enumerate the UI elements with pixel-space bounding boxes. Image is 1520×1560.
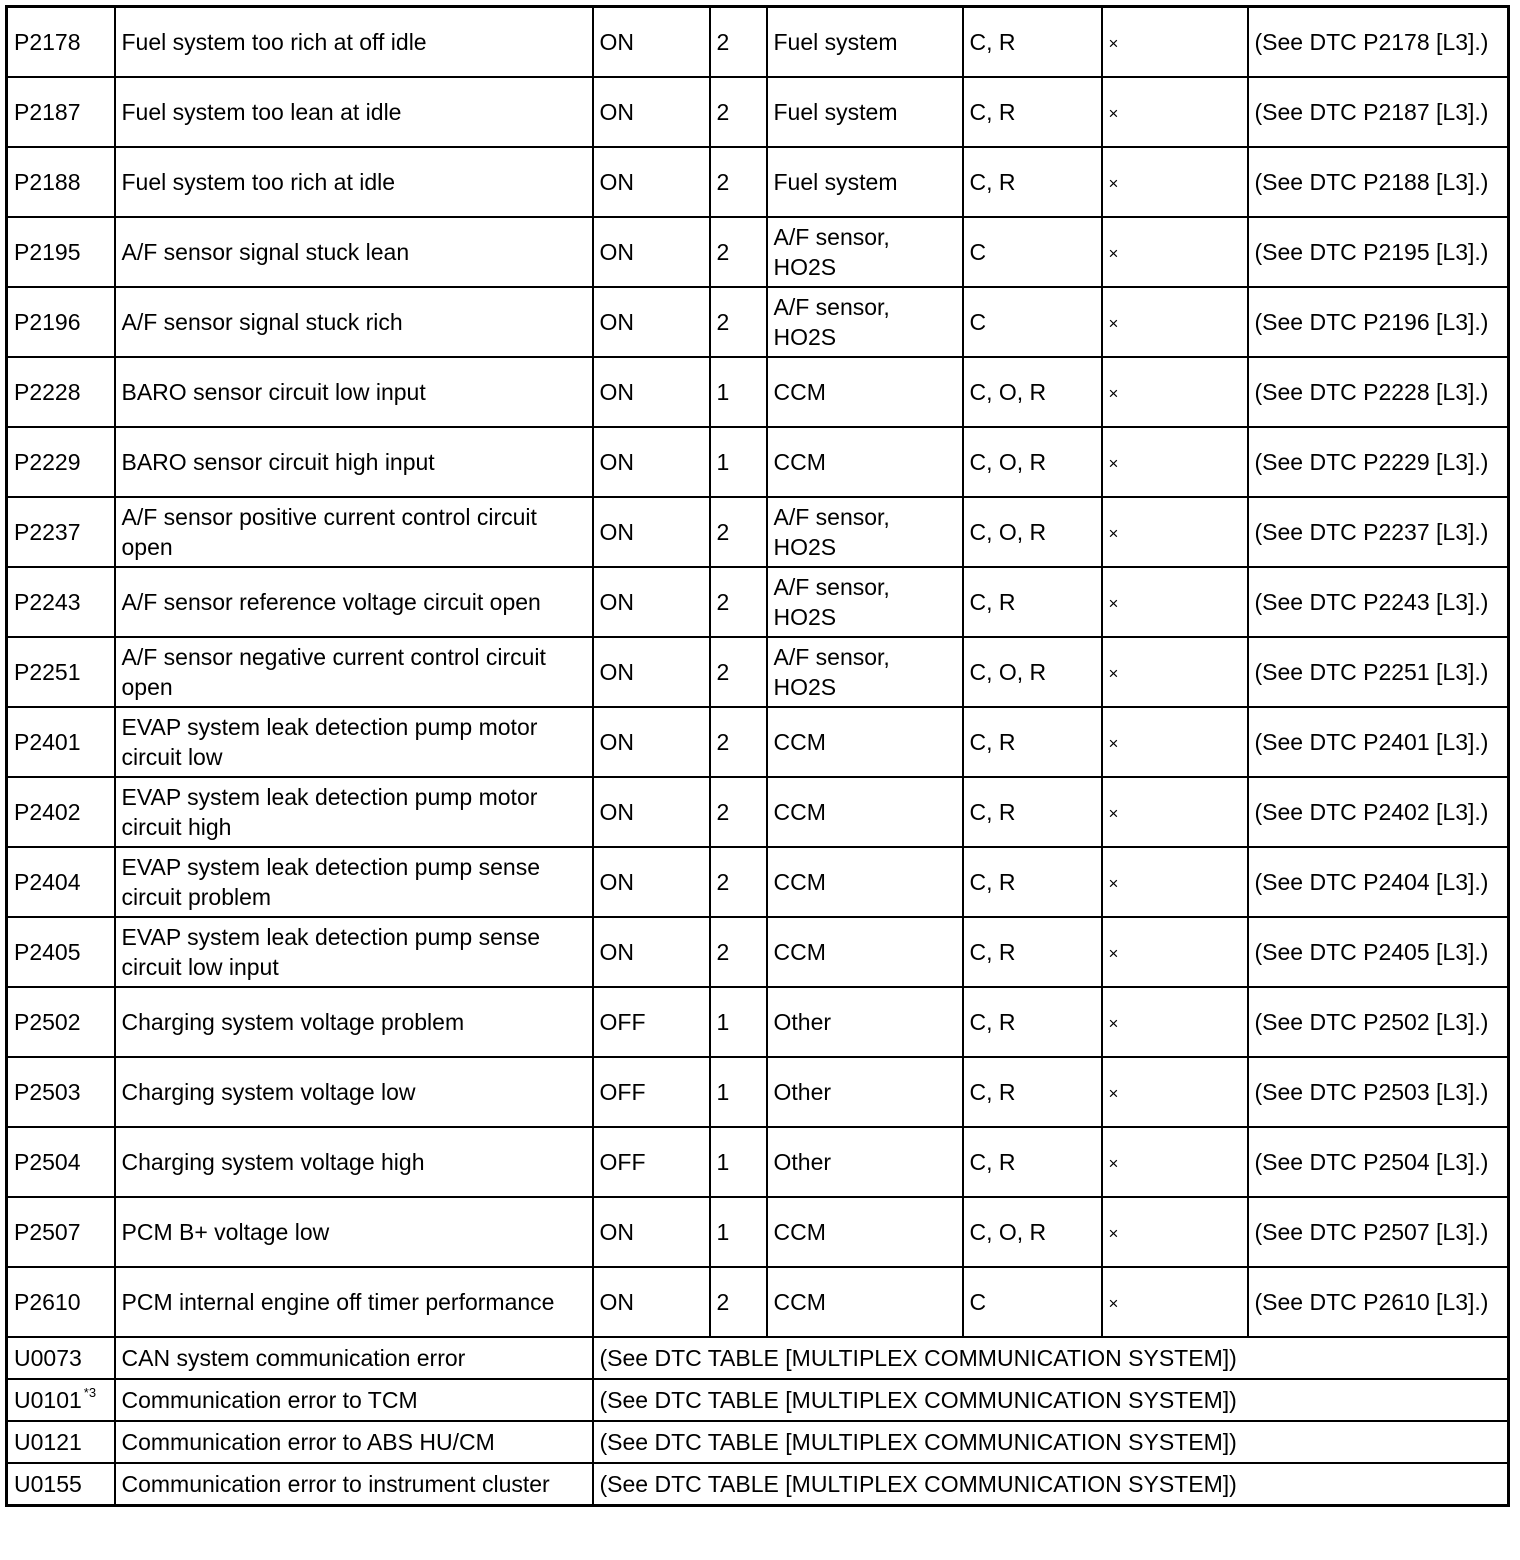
dtc-code-cell: P2502 bbox=[7, 987, 115, 1057]
dtc-description-cell: Fuel system too rich at off idle bbox=[115, 7, 593, 78]
reference-cell: (See DTC P2610 [L3].) bbox=[1248, 1267, 1509, 1337]
dtc-description-cell: Communication error to TCM bbox=[115, 1379, 593, 1421]
mil-status-cell: ON bbox=[593, 217, 710, 287]
monitor-item-cell: CCM bbox=[767, 917, 963, 987]
dtc-code-cell: P2195 bbox=[7, 217, 115, 287]
trip-count-cell: 2 bbox=[710, 637, 767, 707]
table-row bbox=[7, 1267, 1509, 1337]
monitor-item-cell: Fuel system bbox=[767, 7, 963, 78]
mil-status-cell: ON bbox=[593, 427, 710, 497]
self-test-type-cell: C, O, R bbox=[963, 1197, 1102, 1267]
trip-count-cell: 2 bbox=[710, 77, 767, 147]
mil-status-cell: ON bbox=[593, 497, 710, 567]
cross-mark: × bbox=[1108, 873, 1119, 893]
memory-function-cell bbox=[1102, 1267, 1248, 1337]
reference-cell: (See DTC P2237 [L3].) bbox=[1248, 497, 1509, 567]
memory-function-cell bbox=[1102, 707, 1248, 777]
table-row bbox=[7, 1463, 1509, 1506]
cross-mark: × bbox=[1108, 943, 1119, 963]
mil-status-cell: ON bbox=[593, 637, 710, 707]
monitor-item-cell: Fuel system bbox=[767, 147, 963, 217]
self-test-type-cell: C, R bbox=[963, 707, 1102, 777]
mil-status-cell: ON bbox=[593, 357, 710, 427]
memory-function-cell bbox=[1102, 77, 1248, 147]
monitor-item-cell: CCM bbox=[767, 847, 963, 917]
dtc-code-cell bbox=[7, 1337, 115, 1379]
self-test-type-cell: C bbox=[963, 1267, 1102, 1337]
cross-mark: × bbox=[1108, 1013, 1119, 1033]
dtc-table bbox=[5, 5, 1510, 1507]
dtc-description-cell: A/F sensor positive current control circuit open bbox=[115, 497, 593, 567]
reference-cell: (See DTC P2404 [L3].) bbox=[1248, 847, 1509, 917]
memory-function-cell bbox=[1102, 427, 1248, 497]
reference-cell: (See DTC P2251 [L3].) bbox=[1248, 637, 1509, 707]
mil-status-cell: ON bbox=[593, 777, 710, 847]
memory-function-cell bbox=[1102, 1197, 1248, 1267]
memory-function-cell bbox=[1102, 7, 1248, 78]
self-test-type-cell: C, R bbox=[963, 917, 1102, 987]
cross-mark: × bbox=[1108, 803, 1119, 823]
trip-count-cell: 2 bbox=[710, 847, 767, 917]
monitor-item-cell: A/F sensor, HO2S bbox=[767, 497, 963, 567]
cross-mark: × bbox=[1108, 1153, 1119, 1173]
monitor-item-cell: Other bbox=[767, 1127, 963, 1197]
table-row bbox=[7, 987, 1509, 1057]
self-test-type-cell: C, R bbox=[963, 1127, 1102, 1197]
dtc-description-cell: BARO sensor circuit high input bbox=[115, 427, 593, 497]
reference-cell: (See DTC TABLE [MULTIPLEX COMMUNICATION SYSTEM]) bbox=[593, 1337, 1509, 1379]
memory-function-cell bbox=[1102, 357, 1248, 427]
dtc-code: U0073 bbox=[14, 1345, 82, 1371]
cross-mark: × bbox=[1108, 173, 1119, 193]
mil-status-cell: ON bbox=[593, 287, 710, 357]
table-row bbox=[7, 567, 1509, 637]
dtc-code-cell: P2243 bbox=[7, 567, 115, 637]
dtc-description-cell: PCM B+ voltage low bbox=[115, 1197, 593, 1267]
monitor-item-cell: A/F sensor, HO2S bbox=[767, 637, 963, 707]
reference-cell: (See DTC P2243 [L3].) bbox=[1248, 567, 1509, 637]
self-test-type-cell: C, R bbox=[963, 77, 1102, 147]
trip-count-cell: 2 bbox=[710, 287, 767, 357]
dtc-code-cell: P2504 bbox=[7, 1127, 115, 1197]
dtc-description-cell: EVAP system leak detection pump sense circuit low input bbox=[115, 917, 593, 987]
trip-count-cell: 2 bbox=[710, 7, 767, 78]
table-row bbox=[7, 497, 1509, 567]
memory-function-cell bbox=[1102, 497, 1248, 567]
monitor-item-cell: Other bbox=[767, 1057, 963, 1127]
table-row bbox=[7, 847, 1509, 917]
dtc-description-cell: Communication error to instrument cluster bbox=[115, 1463, 593, 1506]
dtc-code-cell: P2610 bbox=[7, 1267, 115, 1337]
monitor-item-cell: A/F sensor, HO2S bbox=[767, 217, 963, 287]
table-row bbox=[7, 1337, 1509, 1379]
self-test-type-cell: C, R bbox=[963, 7, 1102, 78]
memory-function-cell bbox=[1102, 567, 1248, 637]
reference-cell: (See DTC P2507 [L3].) bbox=[1248, 1197, 1509, 1267]
memory-function-cell bbox=[1102, 987, 1248, 1057]
self-test-type-cell: C, O, R bbox=[963, 637, 1102, 707]
reference-cell: (See DTC P2502 [L3].) bbox=[1248, 987, 1509, 1057]
memory-function-cell bbox=[1102, 287, 1248, 357]
table-row bbox=[7, 1057, 1509, 1127]
mil-status-cell: ON bbox=[593, 7, 710, 78]
trip-count-cell: 2 bbox=[710, 917, 767, 987]
table-row bbox=[7, 1379, 1509, 1421]
cross-mark: × bbox=[1108, 1293, 1119, 1313]
table-row bbox=[7, 287, 1509, 357]
mil-status-cell: ON bbox=[593, 847, 710, 917]
cross-mark: × bbox=[1108, 593, 1119, 613]
dtc-description-cell: Fuel system too rich at idle bbox=[115, 147, 593, 217]
memory-function-cell bbox=[1102, 637, 1248, 707]
table-row bbox=[7, 427, 1509, 497]
dtc-code-cell: P2187 bbox=[7, 77, 115, 147]
dtc-description-cell: EVAP system leak detection pump sense circuit problem bbox=[115, 847, 593, 917]
table-row bbox=[7, 1127, 1509, 1197]
reference-cell: (See DTC P2178 [L3].) bbox=[1248, 7, 1509, 78]
dtc-code-cell: P2229 bbox=[7, 427, 115, 497]
trip-count-cell: 2 bbox=[710, 1267, 767, 1337]
mil-status-cell: ON bbox=[593, 1197, 710, 1267]
memory-function-cell bbox=[1102, 847, 1248, 917]
trip-count-cell: 2 bbox=[710, 707, 767, 777]
dtc-code-cell: P2237 bbox=[7, 497, 115, 567]
table-row bbox=[7, 7, 1509, 78]
cross-mark: × bbox=[1108, 103, 1119, 123]
dtc-description-cell: Charging system voltage low bbox=[115, 1057, 593, 1127]
reference-cell: (See DTC P2229 [L3].) bbox=[1248, 427, 1509, 497]
table-row bbox=[7, 917, 1509, 987]
self-test-type-cell: C, R bbox=[963, 847, 1102, 917]
dtc-table-body bbox=[7, 7, 1509, 1506]
dtc-code: U0101 bbox=[14, 1387, 82, 1413]
reference-cell: (See DTC P2188 [L3].) bbox=[1248, 147, 1509, 217]
monitor-item-cell: Fuel system bbox=[767, 77, 963, 147]
monitor-item-cell: CCM bbox=[767, 1197, 963, 1267]
table-row bbox=[7, 637, 1509, 707]
dtc-code-cell: P2196 bbox=[7, 287, 115, 357]
dtc-code-cell: P2228 bbox=[7, 357, 115, 427]
reference-cell: (See DTC P2228 [L3].) bbox=[1248, 357, 1509, 427]
dtc-code-cell: P2405 bbox=[7, 917, 115, 987]
self-test-type-cell: C, R bbox=[963, 1057, 1102, 1127]
reference-cell: (See DTC TABLE [MULTIPLEX COMMUNICATION SYSTEM]) bbox=[593, 1463, 1509, 1506]
memory-function-cell bbox=[1102, 1057, 1248, 1127]
mil-status-cell: ON bbox=[593, 1267, 710, 1337]
dtc-code-cell: P2507 bbox=[7, 1197, 115, 1267]
self-test-type-cell: C, O, R bbox=[963, 357, 1102, 427]
mil-status-cell: ON bbox=[593, 77, 710, 147]
memory-function-cell bbox=[1102, 147, 1248, 217]
dtc-code-cell: P2178 bbox=[7, 7, 115, 78]
dtc-code-cell: P2503 bbox=[7, 1057, 115, 1127]
dtc-code-cell: P2402 bbox=[7, 777, 115, 847]
trip-count-cell: 1 bbox=[710, 427, 767, 497]
dtc-code-cell bbox=[7, 1379, 115, 1421]
dtc-description-cell: Communication error to ABS HU/CM bbox=[115, 1421, 593, 1463]
trip-count-cell: 2 bbox=[710, 777, 767, 847]
trip-count-cell: 1 bbox=[710, 1197, 767, 1267]
cross-mark: × bbox=[1108, 383, 1119, 403]
self-test-type-cell: C, R bbox=[963, 567, 1102, 637]
table-row bbox=[7, 217, 1509, 287]
dtc-code-cell: P2251 bbox=[7, 637, 115, 707]
dtc-description-cell: PCM internal engine off timer performance bbox=[115, 1267, 593, 1337]
dtc-description-cell: Charging system voltage high bbox=[115, 1127, 593, 1197]
table-row bbox=[7, 707, 1509, 777]
reference-cell: (See DTC P2405 [L3].) bbox=[1248, 917, 1509, 987]
table-row bbox=[7, 357, 1509, 427]
cross-mark: × bbox=[1108, 663, 1119, 683]
monitor-item-cell: A/F sensor, HO2S bbox=[767, 567, 963, 637]
dtc-description-cell: A/F sensor negative current control circuit open bbox=[115, 637, 593, 707]
reference-cell: (See DTC P2195 [L3].) bbox=[1248, 217, 1509, 287]
trip-count-cell: 1 bbox=[710, 1057, 767, 1127]
dtc-code-cell bbox=[7, 1463, 115, 1506]
reference-cell: (See DTC P2504 [L3].) bbox=[1248, 1127, 1509, 1197]
memory-function-cell bbox=[1102, 917, 1248, 987]
trip-count-cell: 1 bbox=[710, 357, 767, 427]
dtc-description-cell: EVAP system leak detection pump motor circuit high bbox=[115, 777, 593, 847]
dtc-description-cell: A/F sensor signal stuck lean bbox=[115, 217, 593, 287]
dtc-description-cell: Charging system voltage problem bbox=[115, 987, 593, 1057]
cross-mark: × bbox=[1108, 1223, 1119, 1243]
cross-mark: × bbox=[1108, 523, 1119, 543]
trip-count-cell: 2 bbox=[710, 147, 767, 217]
self-test-type-cell: C, R bbox=[963, 147, 1102, 217]
mil-status-cell: ON bbox=[593, 917, 710, 987]
table-row bbox=[7, 147, 1509, 217]
dtc-description-cell: EVAP system leak detection pump motor circuit low bbox=[115, 707, 593, 777]
dtc-code-cell bbox=[7, 1421, 115, 1463]
mil-status-cell: OFF bbox=[593, 1057, 710, 1127]
dtc-description-cell: BARO sensor circuit low input bbox=[115, 357, 593, 427]
trip-count-cell: 1 bbox=[710, 987, 767, 1057]
monitor-item-cell: CCM bbox=[767, 777, 963, 847]
table-row bbox=[7, 77, 1509, 147]
monitor-item-cell: CCM bbox=[767, 357, 963, 427]
trip-count-cell: 2 bbox=[710, 567, 767, 637]
monitor-item-cell: Other bbox=[767, 987, 963, 1057]
memory-function-cell bbox=[1102, 217, 1248, 287]
cross-mark: × bbox=[1108, 243, 1119, 263]
reference-cell: (See DTC P2402 [L3].) bbox=[1248, 777, 1509, 847]
trip-count-cell: 2 bbox=[710, 497, 767, 567]
footnote-marker: *3 bbox=[83, 1385, 97, 1401]
reference-cell: (See DTC P2503 [L3].) bbox=[1248, 1057, 1509, 1127]
self-test-type-cell: C bbox=[963, 287, 1102, 357]
cross-mark: × bbox=[1108, 733, 1119, 753]
dtc-description-cell: CAN system communication error bbox=[115, 1337, 593, 1379]
trip-count-cell: 2 bbox=[710, 217, 767, 287]
dtc-description-cell: A/F sensor signal stuck rich bbox=[115, 287, 593, 357]
dtc-code-cell: P2404 bbox=[7, 847, 115, 917]
self-test-type-cell: C, O, R bbox=[963, 427, 1102, 497]
dtc-code-cell: P2188 bbox=[7, 147, 115, 217]
dtc-code: U0121 bbox=[14, 1429, 82, 1455]
cross-mark: × bbox=[1108, 453, 1119, 473]
memory-function-cell bbox=[1102, 777, 1248, 847]
mil-status-cell: ON bbox=[593, 707, 710, 777]
dtc-code: U0155 bbox=[14, 1471, 82, 1497]
self-test-type-cell: C, R bbox=[963, 777, 1102, 847]
table-row bbox=[7, 777, 1509, 847]
dtc-description-cell: A/F sensor reference voltage circuit open bbox=[115, 567, 593, 637]
reference-cell: (See DTC P2187 [L3].) bbox=[1248, 77, 1509, 147]
table-row bbox=[7, 1421, 1509, 1463]
monitor-item-cell: A/F sensor, HO2S bbox=[767, 287, 963, 357]
reference-cell: (See DTC P2401 [L3].) bbox=[1248, 707, 1509, 777]
cross-mark: × bbox=[1108, 33, 1119, 53]
reference-cell: (See DTC TABLE [MULTIPLEX COMMUNICATION SYSTEM]) bbox=[593, 1379, 1509, 1421]
dtc-description-cell: Fuel system too lean at idle bbox=[115, 77, 593, 147]
monitor-item-cell: CCM bbox=[767, 427, 963, 497]
reference-cell: (See DTC P2196 [L3].) bbox=[1248, 287, 1509, 357]
cross-mark: × bbox=[1108, 313, 1119, 333]
self-test-type-cell: C, R bbox=[963, 987, 1102, 1057]
memory-function-cell bbox=[1102, 1127, 1248, 1197]
reference-cell: (See DTC TABLE [MULTIPLEX COMMUNICATION SYSTEM]) bbox=[593, 1421, 1509, 1463]
cross-mark: × bbox=[1108, 1083, 1119, 1103]
trip-count-cell: 1 bbox=[710, 1127, 767, 1197]
monitor-item-cell: CCM bbox=[767, 707, 963, 777]
self-test-type-cell: C, O, R bbox=[963, 497, 1102, 567]
self-test-type-cell: C bbox=[963, 217, 1102, 287]
mil-status-cell: ON bbox=[593, 147, 710, 217]
mil-status-cell: OFF bbox=[593, 987, 710, 1057]
monitor-item-cell: CCM bbox=[767, 1267, 963, 1337]
table-row bbox=[7, 1197, 1509, 1267]
mil-status-cell: ON bbox=[593, 567, 710, 637]
dtc-code-cell: P2401 bbox=[7, 707, 115, 777]
mil-status-cell: OFF bbox=[593, 1127, 710, 1197]
